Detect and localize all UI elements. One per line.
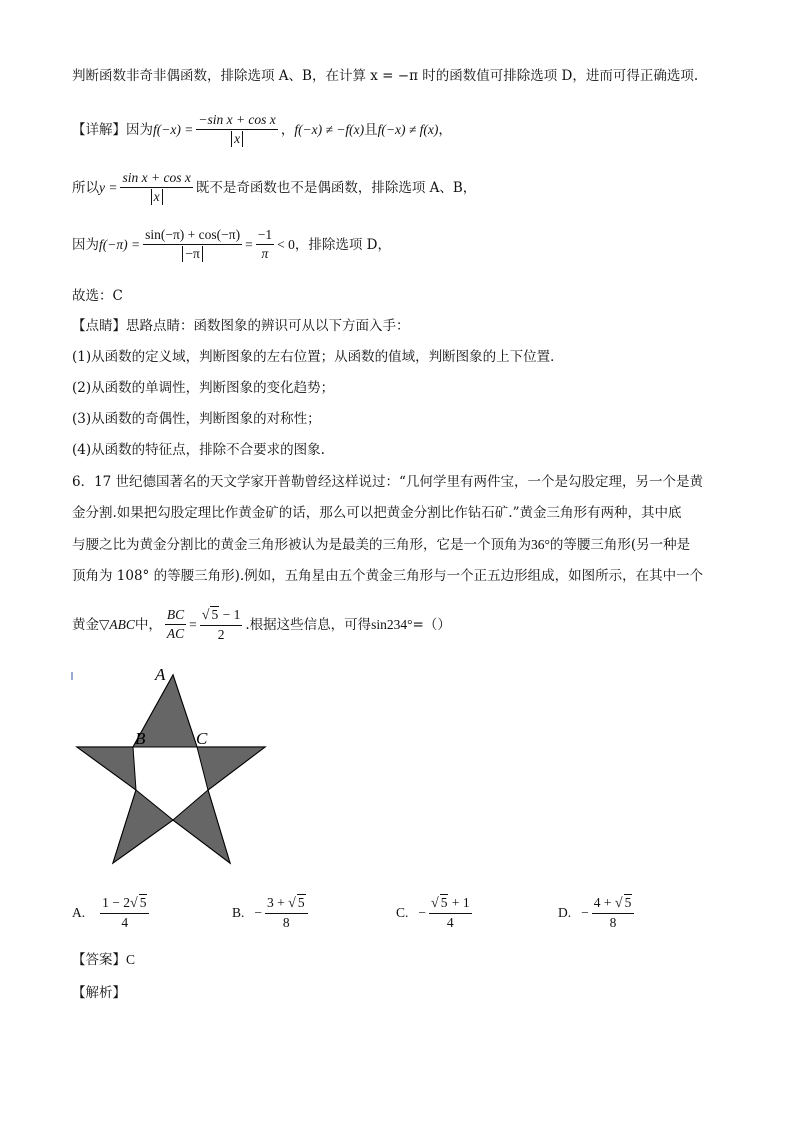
question-6-line-1 <box>72 472 703 492</box>
option-d-num-a: 4 + <box>593 895 615 910</box>
option-b-sign: − <box>254 904 263 920</box>
sqrt-symbol: √ <box>431 896 439 911</box>
text-line-1 <box>72 66 698 86</box>
question-6-text-3a: 与腰之比为黄金分割比的黄金三角形被认为是最美的三角形，它是一个顶角为 <box>72 537 531 553</box>
sqrt-symbol: √ <box>614 896 623 911</box>
triangle-abc: ▽ABC <box>99 616 135 632</box>
option-b-fraction <box>265 894 308 931</box>
golden-ratio-fraction <box>165 607 186 642</box>
ratio-equals: = <box>189 616 197 632</box>
option-b-rad: 5 <box>297 895 305 910</box>
so-post: 既不是奇函数也不是偶函数，排除选项 A、B， <box>195 179 477 196</box>
option-c-num-b: + 1 <box>448 895 470 910</box>
sqrt-symbol: √ <box>201 608 210 623</box>
question-6-text-5c: 中， <box>134 616 162 633</box>
so-line <box>72 170 476 205</box>
option-d-letter: D. <box>558 904 572 920</box>
option-a-rad: 5 <box>139 895 147 910</box>
option-a-den: 4 <box>121 915 129 930</box>
angle-36: 36° <box>531 537 550 552</box>
option-b[interactable] <box>232 894 311 931</box>
left-triangle <box>77 747 136 790</box>
ac-label: AC <box>166 626 185 641</box>
question-6-text-5f: =（） <box>412 616 451 633</box>
option-c-den: 4 <box>446 915 454 930</box>
label-c: C <box>196 729 208 748</box>
detail-end: ， <box>438 121 452 138</box>
option-d-sign: − <box>581 904 589 920</box>
tip-text: 思路点睛：函数图象的辨识可从以下方面入手： <box>126 318 410 334</box>
fraction-4-num: −1 <box>256 227 274 245</box>
less-than-zero: < 0 <box>277 236 295 252</box>
option-a-num <box>100 894 149 914</box>
tip-item-3 <box>72 409 321 429</box>
question-6-line-2 <box>72 503 681 523</box>
fraction-4-den: π <box>261 246 269 261</box>
fraction-4 <box>256 227 274 262</box>
pentagram-figure <box>66 660 276 870</box>
inequality-1: f(−x) ≠ −f(x) <box>294 121 365 137</box>
tip-item-4-text: (4)从函数的特征点，排除不合要求的图象. <box>72 442 325 458</box>
equals: = <box>245 236 253 252</box>
tip-line <box>72 316 410 336</box>
because-post: ，排除选项 D， <box>294 236 391 253</box>
option-d-num <box>592 894 635 914</box>
option-d[interactable] <box>558 894 637 931</box>
question-6-text-2: 金分割.如果把勾股定理比作黄金矿的话，那么可以把黄金分割比作钻石矿.”黄金三角形有两种，其中底 <box>72 505 682 521</box>
option-a-fraction <box>100 894 149 931</box>
fraction-1 <box>196 112 277 147</box>
golden-ratio-num <box>200 606 243 626</box>
option-c[interactable] <box>396 894 475 931</box>
hint-text: 判断函数非奇非偶函数，排除选项 A、B，在计算 x = −π 时的函数值可排除选项 D，进而可得正确选项. <box>72 68 699 84</box>
choose-line <box>72 286 123 306</box>
question-6-line-5 <box>72 606 451 643</box>
option-c-fraction <box>429 894 472 931</box>
y-eq: y = <box>99 179 118 195</box>
so-pre: 所以 <box>72 179 99 196</box>
question-6-text-5a: 黄金 <box>72 616 99 633</box>
bottom-right-triangle <box>173 790 230 863</box>
f-neg-x: f(−x) = <box>153 121 194 137</box>
question-6-line-3 <box>72 535 690 555</box>
tip-item-2 <box>72 378 334 398</box>
option-b-letter: B. <box>232 904 245 920</box>
sin-234: sin234° <box>371 616 413 632</box>
option-d-rad: 5 <box>624 895 632 910</box>
sqrt-symbol: √ <box>288 896 296 911</box>
fraction-3-den: −π <box>182 246 202 262</box>
analysis-tag: 【解析】 <box>72 985 126 1001</box>
option-b-den: 8 <box>282 915 290 930</box>
question-6-line-4 <box>72 566 703 586</box>
detail-sep: ， <box>280 121 295 138</box>
fraction-2-num: sin x + cos x <box>120 170 192 188</box>
option-c-num <box>429 894 472 914</box>
golden-ratio-value <box>200 606 243 643</box>
option-b-num-a: 3 + <box>267 895 289 910</box>
tip-item-3-text: (3)从函数的奇偶性，判断图象的对称性； <box>72 411 321 427</box>
sqrt-symbol: √ <box>130 896 138 911</box>
because-line <box>72 227 391 262</box>
question-6-text-4: 顶角为 108° 的等腰三角形).例如，五角星由五个黄金三角形与一个正五边形组成，如图所示，在其中一个 <box>72 568 704 584</box>
fraction-2 <box>120 170 192 205</box>
detail-tag: 【详解】 <box>72 121 126 138</box>
tip-item-1-text: (1)从函数的定义域，判断图象的左右位置；从函数的值域，判断图象的上下位置． <box>72 349 564 365</box>
tip-tag: 【点睛】 <box>72 318 126 334</box>
question-6-text-1: 6．17 世纪德国著名的天文学家开普勒曾经这样说过：“几何学里有两件宝，一个是勾股定理，另一个是黄 <box>72 474 703 490</box>
analysis-line <box>72 983 126 1003</box>
detail-line <box>72 112 452 147</box>
bc-label: BC <box>166 607 185 622</box>
option-b-num <box>265 894 308 914</box>
golden-ratio-den: 2 <box>217 627 225 642</box>
bottom-left-triangle <box>113 790 173 863</box>
detail-and: 且 <box>364 121 378 138</box>
option-d-fraction <box>592 894 635 931</box>
answer-tag: 【答案】 <box>72 952 126 968</box>
tip-item-1 <box>72 347 564 367</box>
right-triangle <box>197 747 265 790</box>
fraction-2-den: x <box>151 189 163 205</box>
option-c-rad: 5 <box>440 895 448 910</box>
option-c-letter: C. <box>396 904 409 920</box>
question-6-text-5d: .根据这些信息，可得 <box>245 616 372 633</box>
label-b: B <box>135 729 146 748</box>
fraction-3 <box>143 227 242 262</box>
fraction-3-num: sin(−π) + cos(−π) <box>143 227 242 245</box>
option-c-sign: − <box>418 904 427 920</box>
sqrt-5: 5 <box>211 607 219 622</box>
label-a: A <box>155 665 166 684</box>
option-d-den: 8 <box>609 915 617 930</box>
question-6-text-3c: 的等腰三角形(另一种是 <box>549 537 691 553</box>
answer-value: C <box>126 952 136 967</box>
detail-pre: 因为 <box>126 121 153 138</box>
because-pre: 因为 <box>72 236 99 253</box>
option-a-num-a: 1 − 2 <box>102 895 130 910</box>
fraction-1-num: −sin x + cos x <box>196 112 277 130</box>
option-a-letter: A. <box>72 904 86 920</box>
tip-item-2-text: (2)从函数的单调性，判断图象的变化趋势； <box>72 380 335 396</box>
minus-one: − 1 <box>219 607 241 622</box>
fraction-1-den: x <box>231 131 243 147</box>
golden-ratio-lhs-num <box>165 607 186 625</box>
inequality-2: f(−x) ≠ f(x) <box>377 121 439 137</box>
f-neg-pi: f(−π) = <box>99 236 141 252</box>
option-a[interactable] <box>72 894 152 931</box>
choose-text: 故选：C <box>72 288 123 304</box>
tip-item-4 <box>72 440 325 460</box>
answer-line <box>72 950 135 970</box>
